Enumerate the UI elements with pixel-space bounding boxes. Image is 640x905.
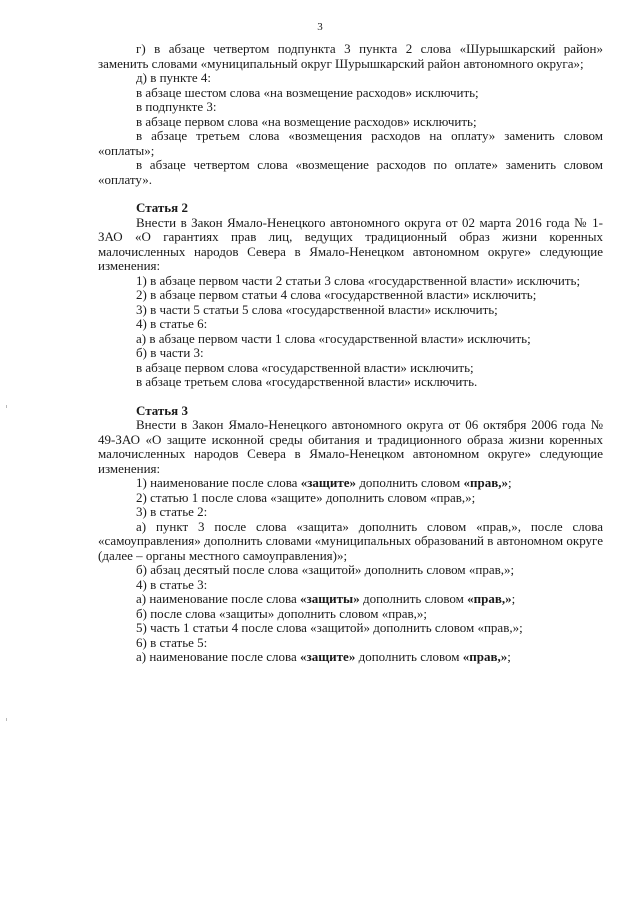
list-item: 5) часть 1 статьи 4 после слова «защитой» дополнить словом «прав,»;: [136, 620, 523, 635]
list-item: а) наименование после слова «защиты» дополнить словом «прав,»;: [136, 591, 516, 606]
list-item: 3) в части 5 статьи 5 слова «государственной власти» исключить;: [136, 301, 498, 317]
list-item: в абзаце третьем слова «государственной власти» исключить.: [136, 374, 478, 389]
page-number: 3: [317, 21, 323, 33]
list-item: 1) в абзаце первом части 2 статьи 3 слова «государственной власти» исключить;: [136, 272, 581, 288]
list-item: в абзаце первом слова «государственной власти» исключить;: [136, 359, 474, 375]
list-item: 2) в абзаце первом статьи 4 слова «государственной власти» исключить;: [136, 287, 537, 302]
list-item: б) после слова «защиты» дополнить словом «прав,»;: [136, 605, 427, 621]
list-item: а) наименование после слова «защите» дополнить словом «прав,»;: [136, 649, 511, 664]
margin-mark: [6, 718, 7, 721]
list-item: б) абзац десятый после слова «защитой» дополнить словом «прав,»;: [136, 562, 515, 577]
paragraph: в абзаце третьем слова «возмещения расходов на оплату» заменить словом «оплаты»;: [98, 128, 603, 158]
spacer: [98, 390, 603, 404]
article-2-intro: Внести в Закон Ямало-Ненецкого автономного округа от 02 марта 2016 года № 1-ЗАО «О гарантиях прав лиц, ведущих традиционный образ жизни коренных малочисленных народов Севера в Ямало-Ненецком автономном округе» следующие изменения:: [98, 214, 603, 273]
paragraph-d: д) в пункте 4:: [136, 70, 211, 85]
list-item: 2) статью 1 после слова «защите» дополнить словом «прав,»;: [136, 489, 476, 505]
article-2-heading: Статья 2: [136, 200, 188, 215]
list-item: 4) в статье 3:: [136, 576, 208, 592]
article-3-intro: Внести в Закон Ямало-Ненецкого автономного округа от 06 октября 2006 года № 49-ЗАО «О защите исконной среды обитания и традиционного образа жизни коренных малочисленных народов Севера в Ямало-Ненецком автономном округе» следующие изменения:: [98, 417, 603, 476]
paragraph: в абзаце первом слова «на возмещение расходов» исключить;: [136, 113, 477, 129]
list-item: а) в абзаце первом части 1 слова «государственной власти» исключить;: [136, 330, 531, 346]
paragraph: в абзаце четвертом слова «возмещение расходов по оплате» заменить словом «оплату».: [98, 157, 603, 187]
list-item: а) пункт 3 после слова «защита» дополнить словом «прав,», после слова «самоуправления» дополнить словами «муниципальных образований в автономном округе (далее – органы местного самоуправления)»;: [98, 518, 603, 563]
document-body: [98, 42, 603, 665]
article-3-heading: Статья 3: [136, 402, 188, 418]
paragraph: в подпункте 3:: [136, 99, 217, 114]
list-item: б) в части 3:: [136, 345, 204, 360]
paragraph-g: г) в абзаце четвертом подпункта 3 пункта 2 слова «Шурышкарский район» заменить словами «муниципальный округ Шурышкарский район автономного округа»;: [98, 41, 603, 71]
list-item: 3) в статье 2:: [136, 504, 208, 519]
margin-mark: [6, 405, 7, 408]
list-item: 6) в статье 5:: [136, 634, 208, 650]
spacer: [98, 187, 603, 201]
list-item: 4) в статье 6:: [136, 316, 208, 331]
list-item: 1) наименование после слова «защите» дополнить словом «прав,»;: [136, 475, 512, 490]
paragraph: в абзаце шестом слова «на возмещение расходов» исключить;: [136, 84, 479, 100]
